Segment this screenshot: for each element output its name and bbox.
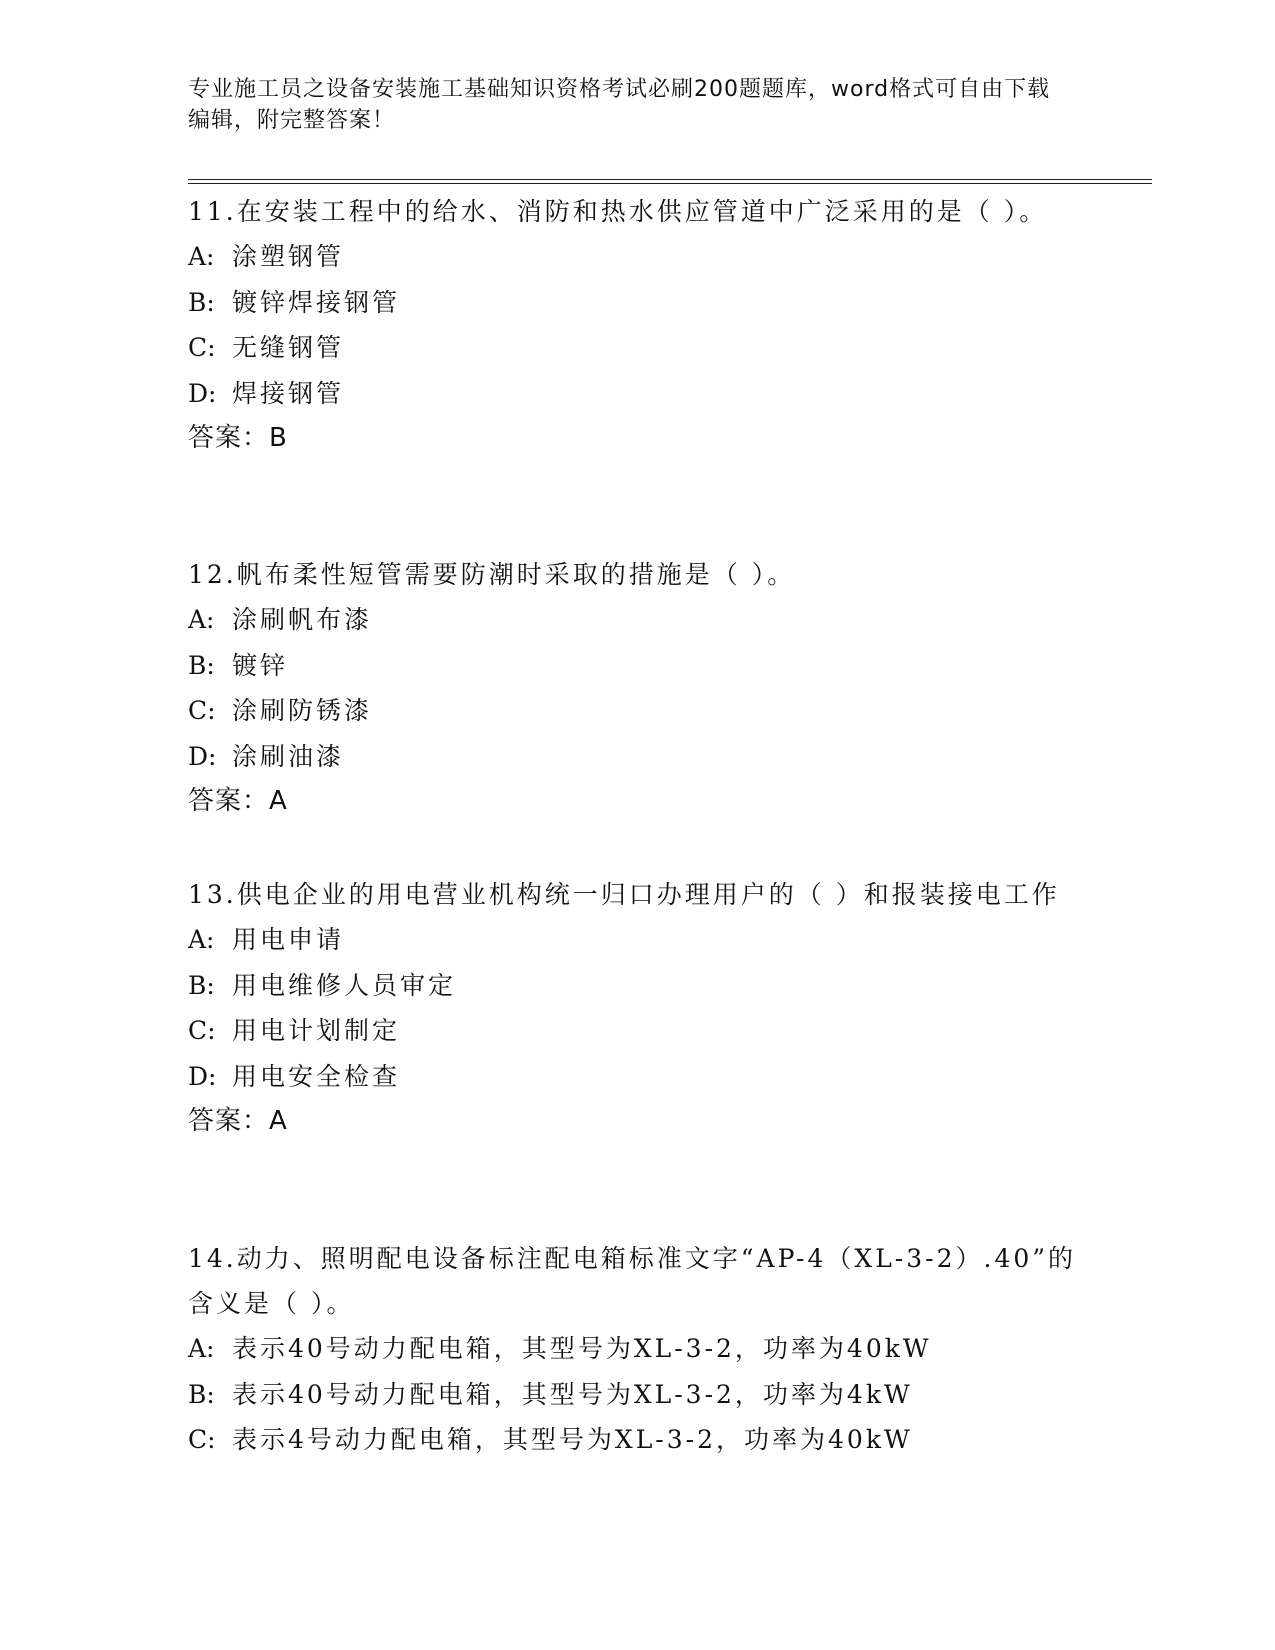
option-letter: C: [188, 1425, 216, 1454]
option-text: 无缝钢管 [232, 333, 345, 362]
header-rule-top [188, 179, 1152, 180]
option-letter: D: [188, 741, 217, 771]
option-text: 焊接钢管 [232, 378, 345, 408]
option-text: 表示40号动力配电箱，其型号为XL-3-2，功率为4kW [232, 1379, 913, 1409]
option-letter: B: [188, 970, 215, 1000]
document-header: 专业施工员之设备安装施工基础知识资格考试必刷200题题库，word格式可自由下载编辑，附完整答案！ [188, 77, 1051, 133]
option-letter: A: [188, 925, 215, 954]
question-stem: 12.帆布柔性短管需要防潮时采取的措施是（ ）。 [188, 560, 796, 589]
option-a [188, 234, 1088, 280]
option-d [188, 371, 1088, 417]
question-12 [188, 552, 1088, 824]
option-text: 用电安全检查 [232, 1061, 401, 1091]
option-c [188, 325, 1088, 371]
option-d [188, 734, 1088, 780]
option-text: 涂刷帆布漆 [232, 605, 373, 634]
answer: 答案：B [188, 423, 288, 453]
option-text: 表示4号动力配电箱，其型号为XL-3-2，功率为40kW [232, 1425, 913, 1454]
option-letter: B: [188, 287, 215, 317]
option-letter: A: [188, 1334, 215, 1363]
option-letter: B: [188, 1379, 215, 1409]
option-c [188, 1008, 1088, 1054]
option-text: 用电计划制定 [232, 1016, 401, 1045]
question-14 [188, 1236, 1088, 1463]
option-text: 用电申请 [232, 925, 345, 954]
option-letter: C: [188, 1016, 216, 1045]
option-text: 用电维修人员审定 [232, 970, 457, 1000]
option-text: 表示40号动力配电箱，其型号为XL-3-2，功率为40kW [232, 1334, 932, 1363]
option-letter: A: [188, 242, 215, 271]
option-b [188, 643, 1088, 689]
question-13 [188, 872, 1088, 1144]
option-b [188, 280, 1088, 326]
option-a [188, 1326, 1088, 1372]
option-text: 涂刷防锈漆 [232, 696, 373, 725]
question-stem: 13.供电企业的用电营业机构统一归口办理用户的（ ）和报装接电工作 [188, 880, 1060, 909]
option-text: 镀锌 [232, 650, 289, 680]
option-letter: D: [188, 378, 217, 408]
question-11 [188, 189, 1088, 461]
option-a [188, 917, 1088, 963]
answer: 答案：A [188, 786, 288, 816]
option-letter: C: [188, 333, 216, 362]
option-letter: B: [188, 650, 215, 680]
option-c [188, 688, 1088, 734]
option-a [188, 597, 1088, 643]
option-letter: D: [188, 1061, 217, 1091]
option-b [188, 963, 1088, 1009]
option-text: 涂塑钢管 [232, 242, 345, 271]
option-c [188, 1417, 1088, 1463]
header-rule-bottom [188, 183, 1152, 184]
option-d [188, 1054, 1088, 1100]
question-stem: 14.动力、照明配电设备标注配电箱标准文字“AP-4（XL-3-2）.40”的含义是（ ）。 [188, 1244, 1077, 1318]
option-text: 涂刷油漆 [232, 741, 345, 771]
option-b [188, 1372, 1088, 1418]
question-stem: 11.在安装工程中的给水、消防和热水供应管道中广泛采用的是（ ）。 [188, 197, 1048, 226]
answer: 答案：A [188, 1106, 288, 1136]
option-letter: A: [188, 605, 215, 634]
option-letter: C: [188, 696, 216, 725]
option-text: 镀锌焊接钢管 [232, 287, 401, 317]
